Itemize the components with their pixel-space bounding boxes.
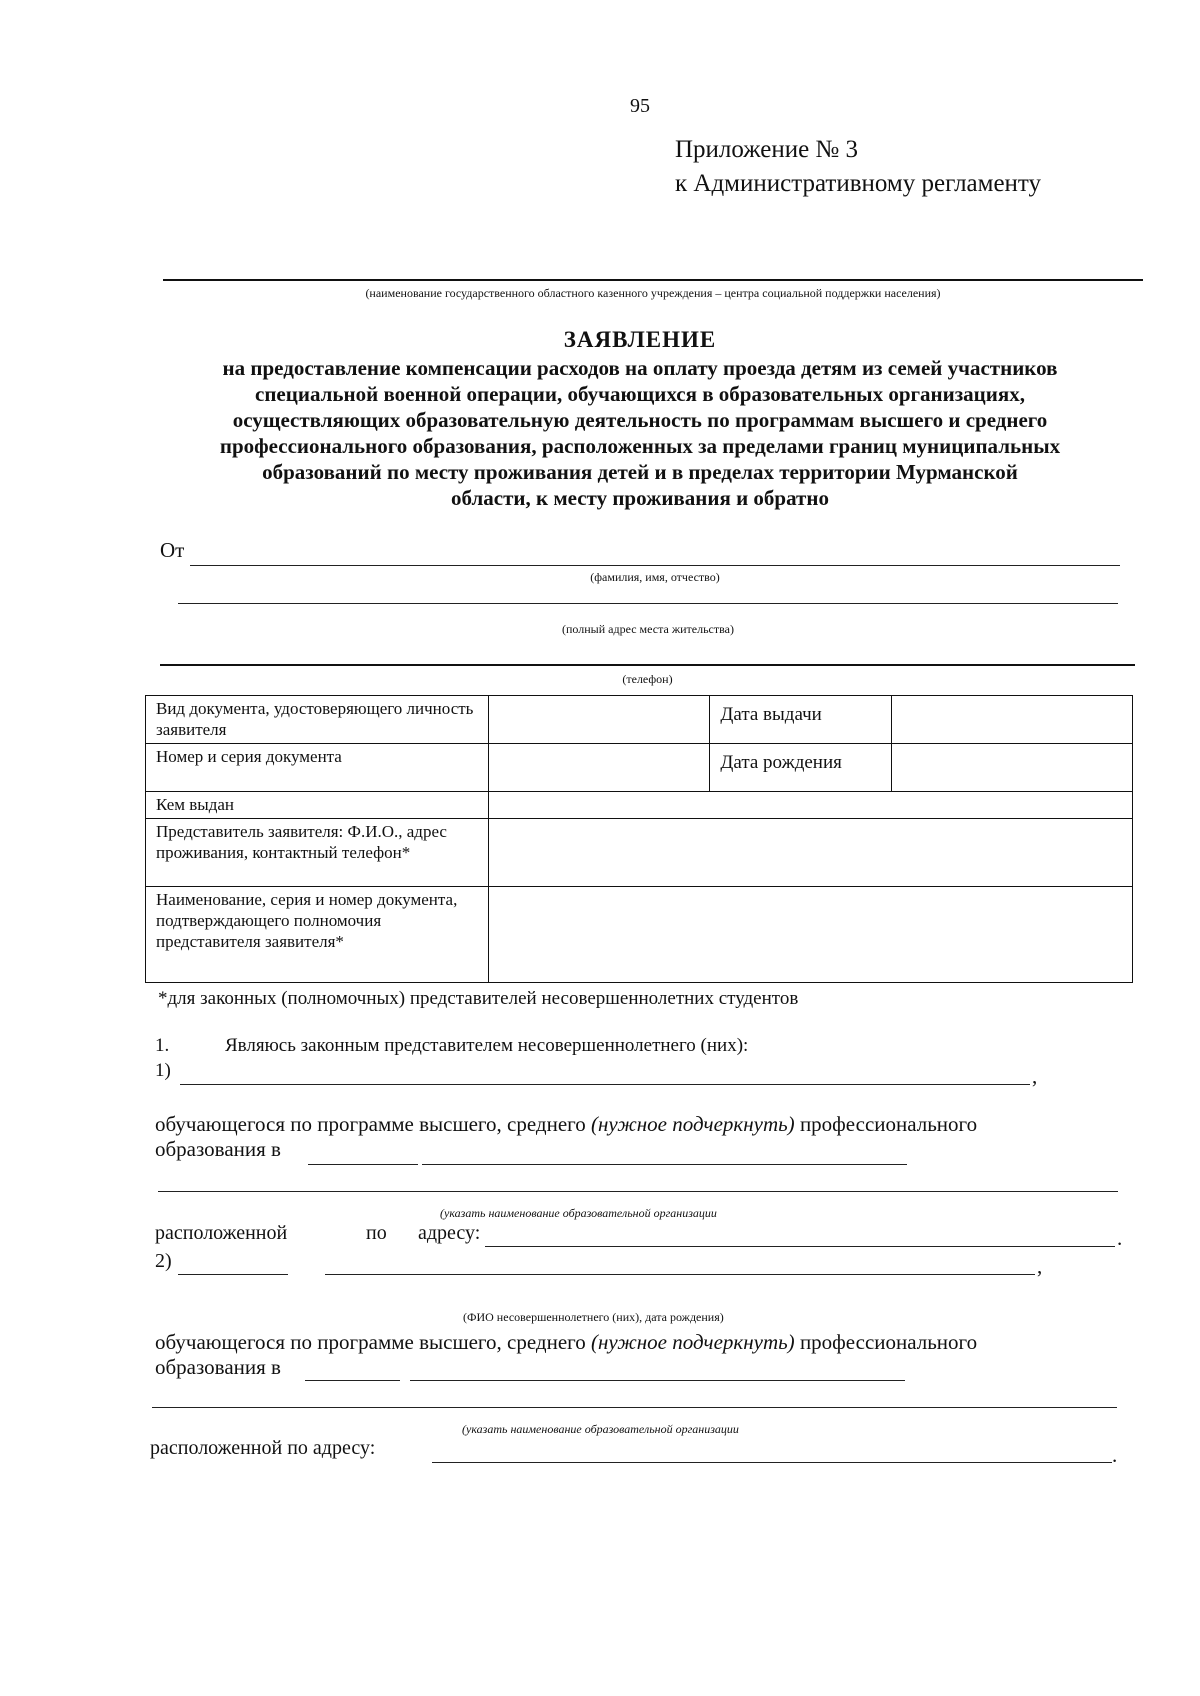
footnote: *для законных (полномочных) представителей несовершеннолетних студентов — [158, 988, 799, 1009]
table-row — [146, 792, 1133, 819]
table-row — [146, 696, 1133, 744]
child-2-comma: , — [1037, 1254, 1043, 1278]
study-text-b-2: (нужное подчеркнуть) — [590, 1330, 795, 1354]
applicant-phone-field[interactable] — [160, 664, 1135, 666]
id-doc-label: Вид документа, удостоверяющего личность заявителя — [146, 696, 489, 744]
section-number: 1. — [155, 1035, 170, 1056]
title-line-6: области, к месту проживания и обратно — [451, 486, 829, 510]
title-line-1: на предоставление компенсации расходов на оплату проезда детям из семей участников — [222, 356, 1058, 380]
located-1-b: по — [366, 1222, 387, 1244]
authority-doc-label: Наименование, серия и номер документа, подтверждающего полномочия представителя заявителя* — [146, 887, 489, 983]
org-1-field-short[interactable] — [308, 1164, 418, 1165]
name-caption: (фамилия, имя, отчество) — [590, 570, 720, 584]
title-heading: ЗАЯВЛЕНИЕ — [563, 327, 717, 352]
institution-caption: (наименование государственного областного казенного учреждения – центра социальной поддержки населения) — [365, 286, 941, 300]
appendix-title: Приложение № 3 — [675, 136, 859, 163]
study-text-a-2: обучающегося по программе высшего, среднего — [155, 1330, 591, 1354]
address-2-field[interactable] — [432, 1462, 1112, 1463]
edu-in-2: образования в — [155, 1355, 281, 1379]
study-text-c-2: профессионального — [794, 1330, 978, 1354]
study-line-2 — [155, 1330, 977, 1355]
org-2-caption: (указать наименование образовательной организации — [462, 1422, 739, 1436]
institution-line[interactable] — [163, 279, 1143, 281]
from-label: От — [160, 538, 185, 562]
child-1-comma: , — [1032, 1064, 1038, 1088]
study-text-a: обучающегося по программе высшего, среднего — [155, 1112, 591, 1136]
child-1-field[interactable] — [180, 1084, 1030, 1085]
child-1-number: 1) — [155, 1060, 171, 1081]
page-number: 95 — [630, 95, 650, 117]
birth-date-field[interactable] — [892, 744, 1133, 792]
applicant-address-field[interactable] — [178, 603, 1118, 604]
applicant-document-table — [145, 695, 1133, 983]
document-title — [140, 327, 1140, 511]
table-row — [146, 819, 1133, 887]
address-1-field[interactable] — [485, 1246, 1115, 1247]
issued-by-field[interactable] — [488, 792, 1132, 819]
doc-number-field[interactable] — [488, 744, 710, 792]
org-1-field-extra[interactable] — [158, 1191, 1118, 1192]
representative-field[interactable] — [488, 819, 1132, 887]
applicant-name-field[interactable] — [190, 565, 1120, 566]
located-1-a: расположенной — [155, 1222, 288, 1244]
org-2-field-short[interactable] — [305, 1380, 400, 1381]
id-doc-field[interactable] — [488, 696, 710, 744]
study-text-c: профессионального — [794, 1112, 978, 1136]
address-2-dot: . — [1112, 1443, 1118, 1467]
doc-number-label: Номер и серия документа — [146, 744, 489, 792]
study-line-1 — [155, 1112, 977, 1137]
child-2-number: 2) — [155, 1250, 172, 1272]
issue-date-field[interactable] — [892, 696, 1133, 744]
study-text-b: (нужное подчеркнуть) — [590, 1112, 795, 1136]
table-row — [146, 887, 1133, 983]
located-2: расположенной по адресу: — [150, 1437, 376, 1459]
title-line-2: специальной военной операции, обучающихся в образовательных организациях, — [255, 382, 1025, 406]
child-caption: (ФИО несовершеннолетнего (них), дата рождения) — [463, 1310, 724, 1324]
birth-date-label: Дата рождения — [710, 744, 892, 792]
child-2-field[interactable] — [325, 1274, 1035, 1275]
title-line-4: профессионального образования, расположенных за пределами границ муниципальных — [219, 434, 1061, 458]
edu-in-1: образования в — [155, 1137, 281, 1161]
representative-label: Представитель заявителя: Ф.И.О., адрес проживания, контактный телефон* — [146, 819, 489, 887]
table-row — [146, 744, 1133, 792]
issue-date-label: Дата выдачи — [710, 696, 892, 744]
org-1-field[interactable] — [422, 1164, 907, 1165]
issued-by-label: Кем выдан — [146, 792, 489, 819]
appendix-subtitle: к Административному регламенту — [675, 170, 1042, 197]
phone-caption: (телефон) — [622, 672, 673, 686]
org-2-field-extra[interactable] — [152, 1407, 1117, 1408]
title-line-5: образований по месту проживания детей и в пределах территории Мурманской — [262, 460, 1018, 484]
org-1-caption: (указать наименование образовательной организации — [440, 1206, 717, 1220]
section-text: Являюсь законным представителем несовершеннолетнего (них): — [225, 1035, 749, 1056]
address-1-dot: . — [1117, 1226, 1123, 1250]
title-line-3: осуществляющих образовательную деятельность по программам высшего и среднего — [232, 408, 1048, 432]
org-2-field[interactable] — [410, 1380, 905, 1381]
address-caption: (полный адрес места жительства) — [562, 622, 734, 636]
authority-doc-field[interactable] — [488, 887, 1132, 983]
located-1-c: адресу: — [418, 1222, 481, 1244]
child-2-field-short[interactable] — [178, 1274, 288, 1275]
